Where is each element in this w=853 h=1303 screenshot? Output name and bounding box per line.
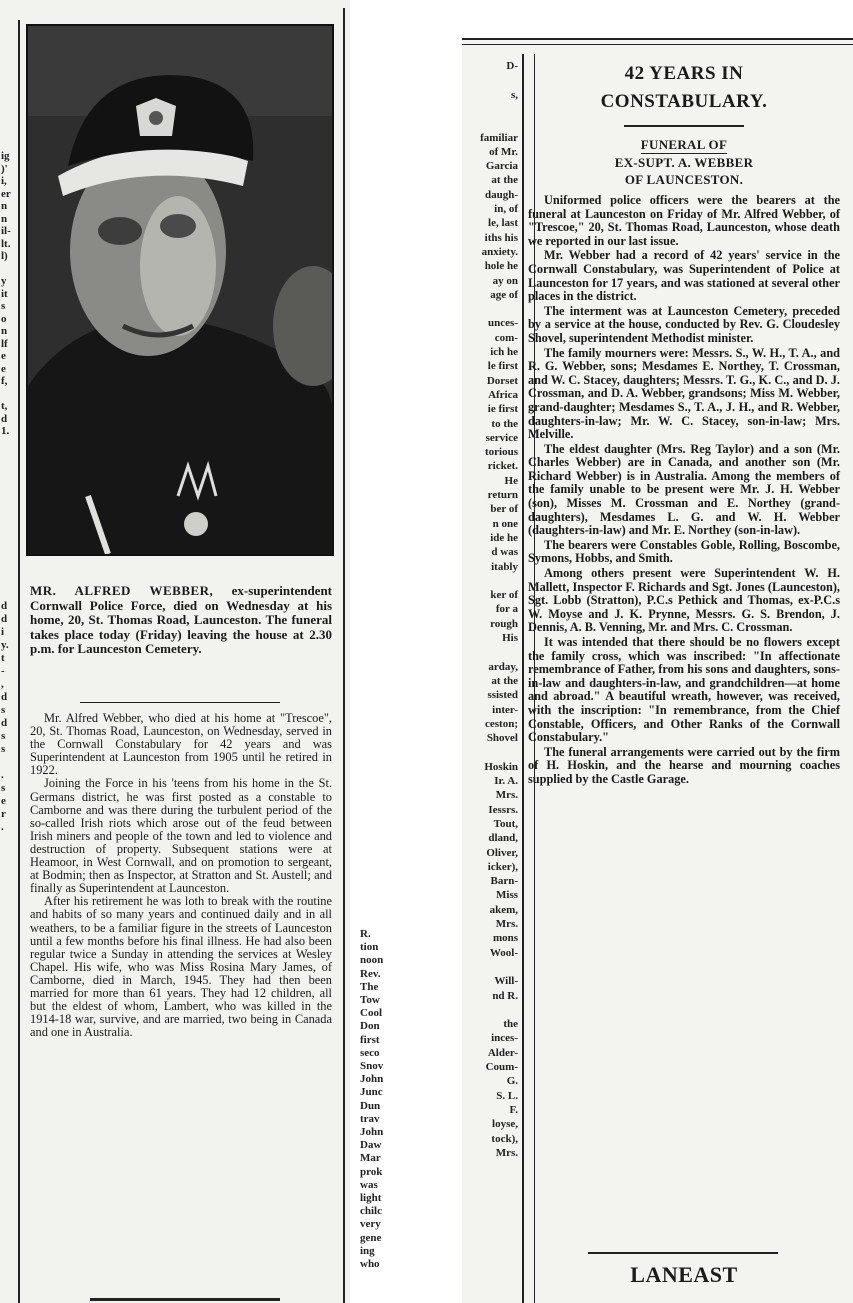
text-fragment: ich he <box>490 346 518 358</box>
text-fragment: R. <box>360 928 371 940</box>
text-fragment: The <box>360 980 379 993</box>
text-fragment: Garcia <box>485 160 518 173</box>
text-fragment: d <box>1 412 8 425</box>
text-fragment: )' <box>1 162 8 175</box>
text-fragment: torious <box>485 446 518 459</box>
text-fragment: l) <box>1 250 8 262</box>
text-fragment: r <box>1 808 6 820</box>
text-fragment: y <box>1 275 7 287</box>
text-fragment: iths his <box>484 231 518 244</box>
text-fragment: Tout, <box>493 817 518 830</box>
text-fragment: e <box>1 795 6 807</box>
text-fragment: ber of <box>490 503 518 516</box>
text-fragment: d <box>1 717 8 729</box>
caption-name: MR. ALFRED WEBBER, <box>30 583 214 598</box>
text-fragment: loyse, <box>492 1118 518 1131</box>
text-fragment: 1. <box>1 425 10 437</box>
text-fragment: ricket. <box>487 460 518 473</box>
text-fragment: ie first <box>487 403 518 416</box>
obituary-paragraph: After his retirement he was loth to break with the routine and habits of so many years and continued daily and in all weathers, to be a familiar figure in the streets of Launceston until a few months before his final illness. He had also been regular twice a Sunday in attending the services at Wesley Chapel. His wife, who was Miss Rosina Mary James, of Camborne, died in March, 1945. They had then been married for more than 61 years. They had 12 children, all but the eldest of whom, Lambert, who was killed in the 1914-18 war, survive, and are married, two being in Canada and one in Australia. <box>30 894 332 1040</box>
text-fragment: Ir. A. <box>494 775 518 787</box>
text-fragment: n <box>1 325 8 337</box>
text-fragment: lf <box>1 337 8 350</box>
text-fragment: trav <box>360 1112 380 1125</box>
text-fragment: le, last <box>488 217 518 230</box>
text-fragment: d was <box>491 546 518 559</box>
article-paragraph: Uniformed police officers were the bearers at the funeral at Launceston on Friday of Mr. Alfred Webber, of "Trescoe," 20, St. Thomas Road, Launceston, whose death we reported in our last issue. <box>528 193 840 248</box>
text-fragment: s <box>1 300 6 312</box>
text-fragment: d <box>1 691 8 703</box>
text-fragment: Wool- <box>489 946 518 959</box>
text-fragment: d <box>1 613 8 625</box>
text-fragment: akem, <box>489 903 518 916</box>
text-fragment: s <box>1 704 6 716</box>
text-fragment: s <box>1 782 6 794</box>
section-rule <box>588 1252 778 1254</box>
text-fragment: ide he <box>490 531 518 544</box>
text-fragment: n <box>1 212 8 225</box>
text-fragment: tock), <box>491 1132 518 1145</box>
text-fragment: inces- <box>491 1032 518 1045</box>
text-fragment: ig <box>1 150 10 162</box>
article-paragraph: Mr. Webber had a record of 42 years' service in the Cornwall Constabulary, was Superintendent of Police at Launceston for 17 years, and was stationed at several other places in the district. <box>528 248 840 304</box>
text-fragment: Shovel <box>486 732 518 745</box>
text-fragment: age of <box>490 288 518 301</box>
text-fragment: Barn- <box>490 875 518 888</box>
text-fragment: Mar <box>360 1152 381 1165</box>
text-fragment: Mrs. <box>495 789 518 802</box>
text-fragment: Oliver, <box>486 846 518 859</box>
text-fragment: n <box>1 200 8 212</box>
text-fragment: Dorset <box>486 374 518 387</box>
text-fragment: - <box>1 665 5 677</box>
text-fragment: er <box>1 187 11 200</box>
text-fragment: John <box>360 1073 384 1086</box>
text-fragment: itably <box>491 560 518 573</box>
text-fragment: y. <box>1 639 9 651</box>
article-paragraph: The family mourners were: Messrs. S., W. H., T. A., and R. G. Webber, sons; Mesdames E. Northey, T. Crossman, and W. C. Stacey, daughters; Messrs. T. G., K. C., and D. J. Crossman, and D. A. Webber, grandsons; Miss M. Webber, grand-daughter; Mesdames S., T. A., J. H., and R. Webber, daughters-in-law; Mr. W. C. Stacey, son-in-law; Mrs. Melville. <box>528 345 840 442</box>
text-fragment: s, <box>510 88 518 101</box>
portrait-photo <box>26 24 334 556</box>
text-fragment: Rev. <box>360 967 381 980</box>
article-paragraph: The bearers were Constables Goble, Rolling, Boscombe, Symons, Hobbs, and Smith. <box>528 537 840 566</box>
top-rule <box>462 44 853 45</box>
text-fragment: ing <box>360 1244 375 1257</box>
left-newspaper-clipping <box>0 0 350 1303</box>
text-fragment: Mrs. <box>495 918 518 930</box>
text-fragment: rough <box>490 617 518 630</box>
text-fragment: Cool <box>360 1007 382 1020</box>
text-fragment: Will- <box>494 975 518 988</box>
text-fragment: chilc <box>360 1205 382 1218</box>
article-paragraph: Among others present were Superintendent W. H. Mallett, Inspector F. Richards and Sgt. Jones (Launceston), Sgt. Lobb (Stratton), P.C.s Pethick and Thomas, ex-P.C.s W. Moyse and J. K. Prynne, Messrs. G. S. Brendon, J. Dennis, A. B. Venning, Mr. and Mrs. C. Crossman. <box>528 566 840 635</box>
text-fragment: at the <box>491 174 518 187</box>
text-fragment: Don <box>360 1020 380 1033</box>
column-rule <box>18 20 20 1303</box>
text-fragment: icker), <box>487 860 518 873</box>
text-fragment: Tow <box>360 994 380 1006</box>
text-fragment: ker of <box>490 589 518 602</box>
text-fragment: t, <box>1 400 8 412</box>
text-fragment: com- <box>494 331 518 344</box>
text-fragment: was <box>360 1178 378 1191</box>
text-fragment: inter- <box>492 703 518 716</box>
text-fragment: it <box>1 287 8 300</box>
text-fragment: Africa <box>488 388 518 401</box>
text-fragment: i, <box>1 175 7 187</box>
text-fragment: o <box>1 312 7 325</box>
article-body <box>528 194 840 787</box>
text-fragment: Daw <box>360 1139 382 1152</box>
text-fragment: e <box>1 362 6 375</box>
text-fragment: ssisted <box>487 689 518 702</box>
subhead-line: EX-SUPT. A. WEBBER <box>614 155 754 170</box>
text-fragment: prok <box>360 1165 383 1178</box>
ornament-rule <box>528 118 840 132</box>
text-fragment: who <box>360 1258 380 1270</box>
text-fragment: familiar <box>480 131 518 144</box>
text-fragment: John <box>360 1126 384 1138</box>
text-fragment: ay on <box>492 274 518 287</box>
text-fragment: lt. <box>1 237 11 250</box>
next-section-heading: LANEAST <box>630 1262 738 1287</box>
text-fragment: service <box>485 431 518 444</box>
text-fragment: t <box>1 652 5 664</box>
text-fragment: S. L. <box>496 1089 518 1102</box>
text-fragment: light <box>360 1192 382 1204</box>
text-fragment: very <box>360 1218 381 1231</box>
text-fragment: Miss <box>496 889 518 902</box>
caption-text: ex-superintendent Cornwall Police Force, died on Wednesday at his home, 20, St. Thomas Road, Launceston. The funeral takes place today (Friday) leaving the house at 2.30 p.m. for Launceston Cemetery. <box>30 583 332 657</box>
column-rule <box>522 54 524 1303</box>
text-fragment: Junc <box>360 1086 383 1099</box>
obituary-body <box>30 712 332 1039</box>
text-fragment: first <box>360 1033 380 1046</box>
text-fragment: . <box>1 769 4 781</box>
top-rule <box>462 38 853 40</box>
article-paragraph: The interment was at Launceston Cemetery, preceded by a service at the house, conducted by Rev. G. Cloudesley Shovel, superintendent Methodist minister. <box>528 303 840 345</box>
text-fragment: return <box>487 489 518 501</box>
text-fragment: Hoskin <box>484 760 518 773</box>
headline-line: CONSTABULARY. <box>600 91 768 112</box>
obituary-paragraph: Mr. Alfred Webber, who died at his home at "Trescoe", 20, St. Thomas Road, Launceston, on Wednesday, served in the Cornwall Constabulary for 42 years and was Superintendent at Launceston from 1905 until he retired in 1922. <box>30 711 332 778</box>
text-fragment: noon <box>360 954 384 967</box>
text-fragment: in, of <box>494 203 518 215</box>
photo-caption <box>30 584 332 657</box>
text-fragment: the <box>503 1018 518 1031</box>
text-fragment: , <box>1 678 4 690</box>
text-fragment: ceston; <box>485 717 518 730</box>
text-fragment: Mrs. <box>495 1146 518 1159</box>
text-fragment: Coum- <box>485 1061 518 1073</box>
text-fragment: il- <box>1 225 11 237</box>
text-fragment: e <box>1 350 6 362</box>
text-fragment: He <box>504 474 518 487</box>
text-fragment: G. <box>506 1075 518 1088</box>
subhead-line: OF LAUNCESTON. <box>624 172 744 187</box>
text-fragment: mons <box>492 932 518 945</box>
text-fragment: nd R. <box>492 989 518 1002</box>
headline-line: 42 YEARS IN <box>624 63 744 84</box>
divider <box>80 702 280 703</box>
article-paragraph: The funeral arrangements were carried out by the firm of H. Hoskin, and the hearse and mourning coaches supplied by the Castle Garage. <box>528 744 840 786</box>
text-fragment: s <box>1 743 6 755</box>
text-fragment: D- <box>506 60 518 72</box>
subhead-line: FUNERAL OF <box>640 137 728 152</box>
text-fragment: n one <box>492 517 518 530</box>
text-fragment: . <box>1 821 4 833</box>
text-fragment: to the <box>491 417 518 430</box>
text-fragment: i <box>1 626 5 638</box>
text-fragment: s <box>1 730 6 742</box>
text-fragment: unces- <box>488 317 518 330</box>
funeral-article <box>528 60 840 788</box>
text-fragment: Snov <box>360 1060 384 1072</box>
bottom-rule <box>90 1298 280 1301</box>
article-paragraph: It was intended that there should be no flowers except the family cross, which was inscribed: "In affectionate remembrance of Father, from his sons and daughters, sons-in-law and daughters-in-law, and grandchildren—at home and abroad." A beautiful wreath, however, was received, with the inscription: "In remembrance, from the Chief Constable, Officers, and Other Ranks of the Cornwall Constabulary." <box>528 635 840 745</box>
obituary-paragraph: Joining the Force in his 'teens from his home in the St. Germans district, he was first posted as a constable to Camborne and was there during the turbulent period of the so-called Irish riots which arose out of the feud between Irish miners and people of the town and led to violence and destruction of property. Subsequent stations were at Heamoor, in West Cornwall, and on promotion to sergeant, at Bodmin; then as Inspector, at Stratton and St. Austell; and finally as Superintendent at Launceston. <box>30 776 332 896</box>
text-fragment: daugh- <box>484 188 518 201</box>
text-fragment: le first <box>487 360 518 373</box>
text-fragment: gene <box>360 1231 382 1244</box>
text-fragment: hole he <box>484 260 518 273</box>
text-fragment: dland, <box>488 832 518 845</box>
text-fragment: for a <box>495 603 518 616</box>
text-fragment: arday, <box>488 660 518 673</box>
column-rule <box>343 8 345 1303</box>
article-paragraph: The eldest daughter (Mrs. Reg Taylor) and a son (Mr. Charles Webber) are in Canada, and another son (Mr. Richard Webber) is in Australia. Among the members of the family unable to be present were Mr. J. H. Webber (son), Misses M. Crossman and E. Northey (grand-daughters), Mesdames L. G. and W. H. Webber (daughters-in-law) and Mr. E. Northey (son-in-law). <box>528 441 840 538</box>
text-fragment: f, <box>1 375 8 387</box>
text-fragment: at the <box>491 674 518 687</box>
text-fragment: tion <box>360 941 379 954</box>
text-fragment: His <box>502 632 518 644</box>
text-fragment: F. <box>509 1103 518 1116</box>
text-fragment: of Mr. <box>489 145 518 158</box>
text-fragment: Iessrs. <box>488 803 518 816</box>
text-fragment: anxiety. <box>481 245 518 258</box>
text-fragment: Alder- <box>487 1046 518 1059</box>
text-fragment: d <box>1 600 8 612</box>
text-fragment: seco <box>360 1046 380 1059</box>
text-fragment: Dun <box>360 1099 381 1112</box>
